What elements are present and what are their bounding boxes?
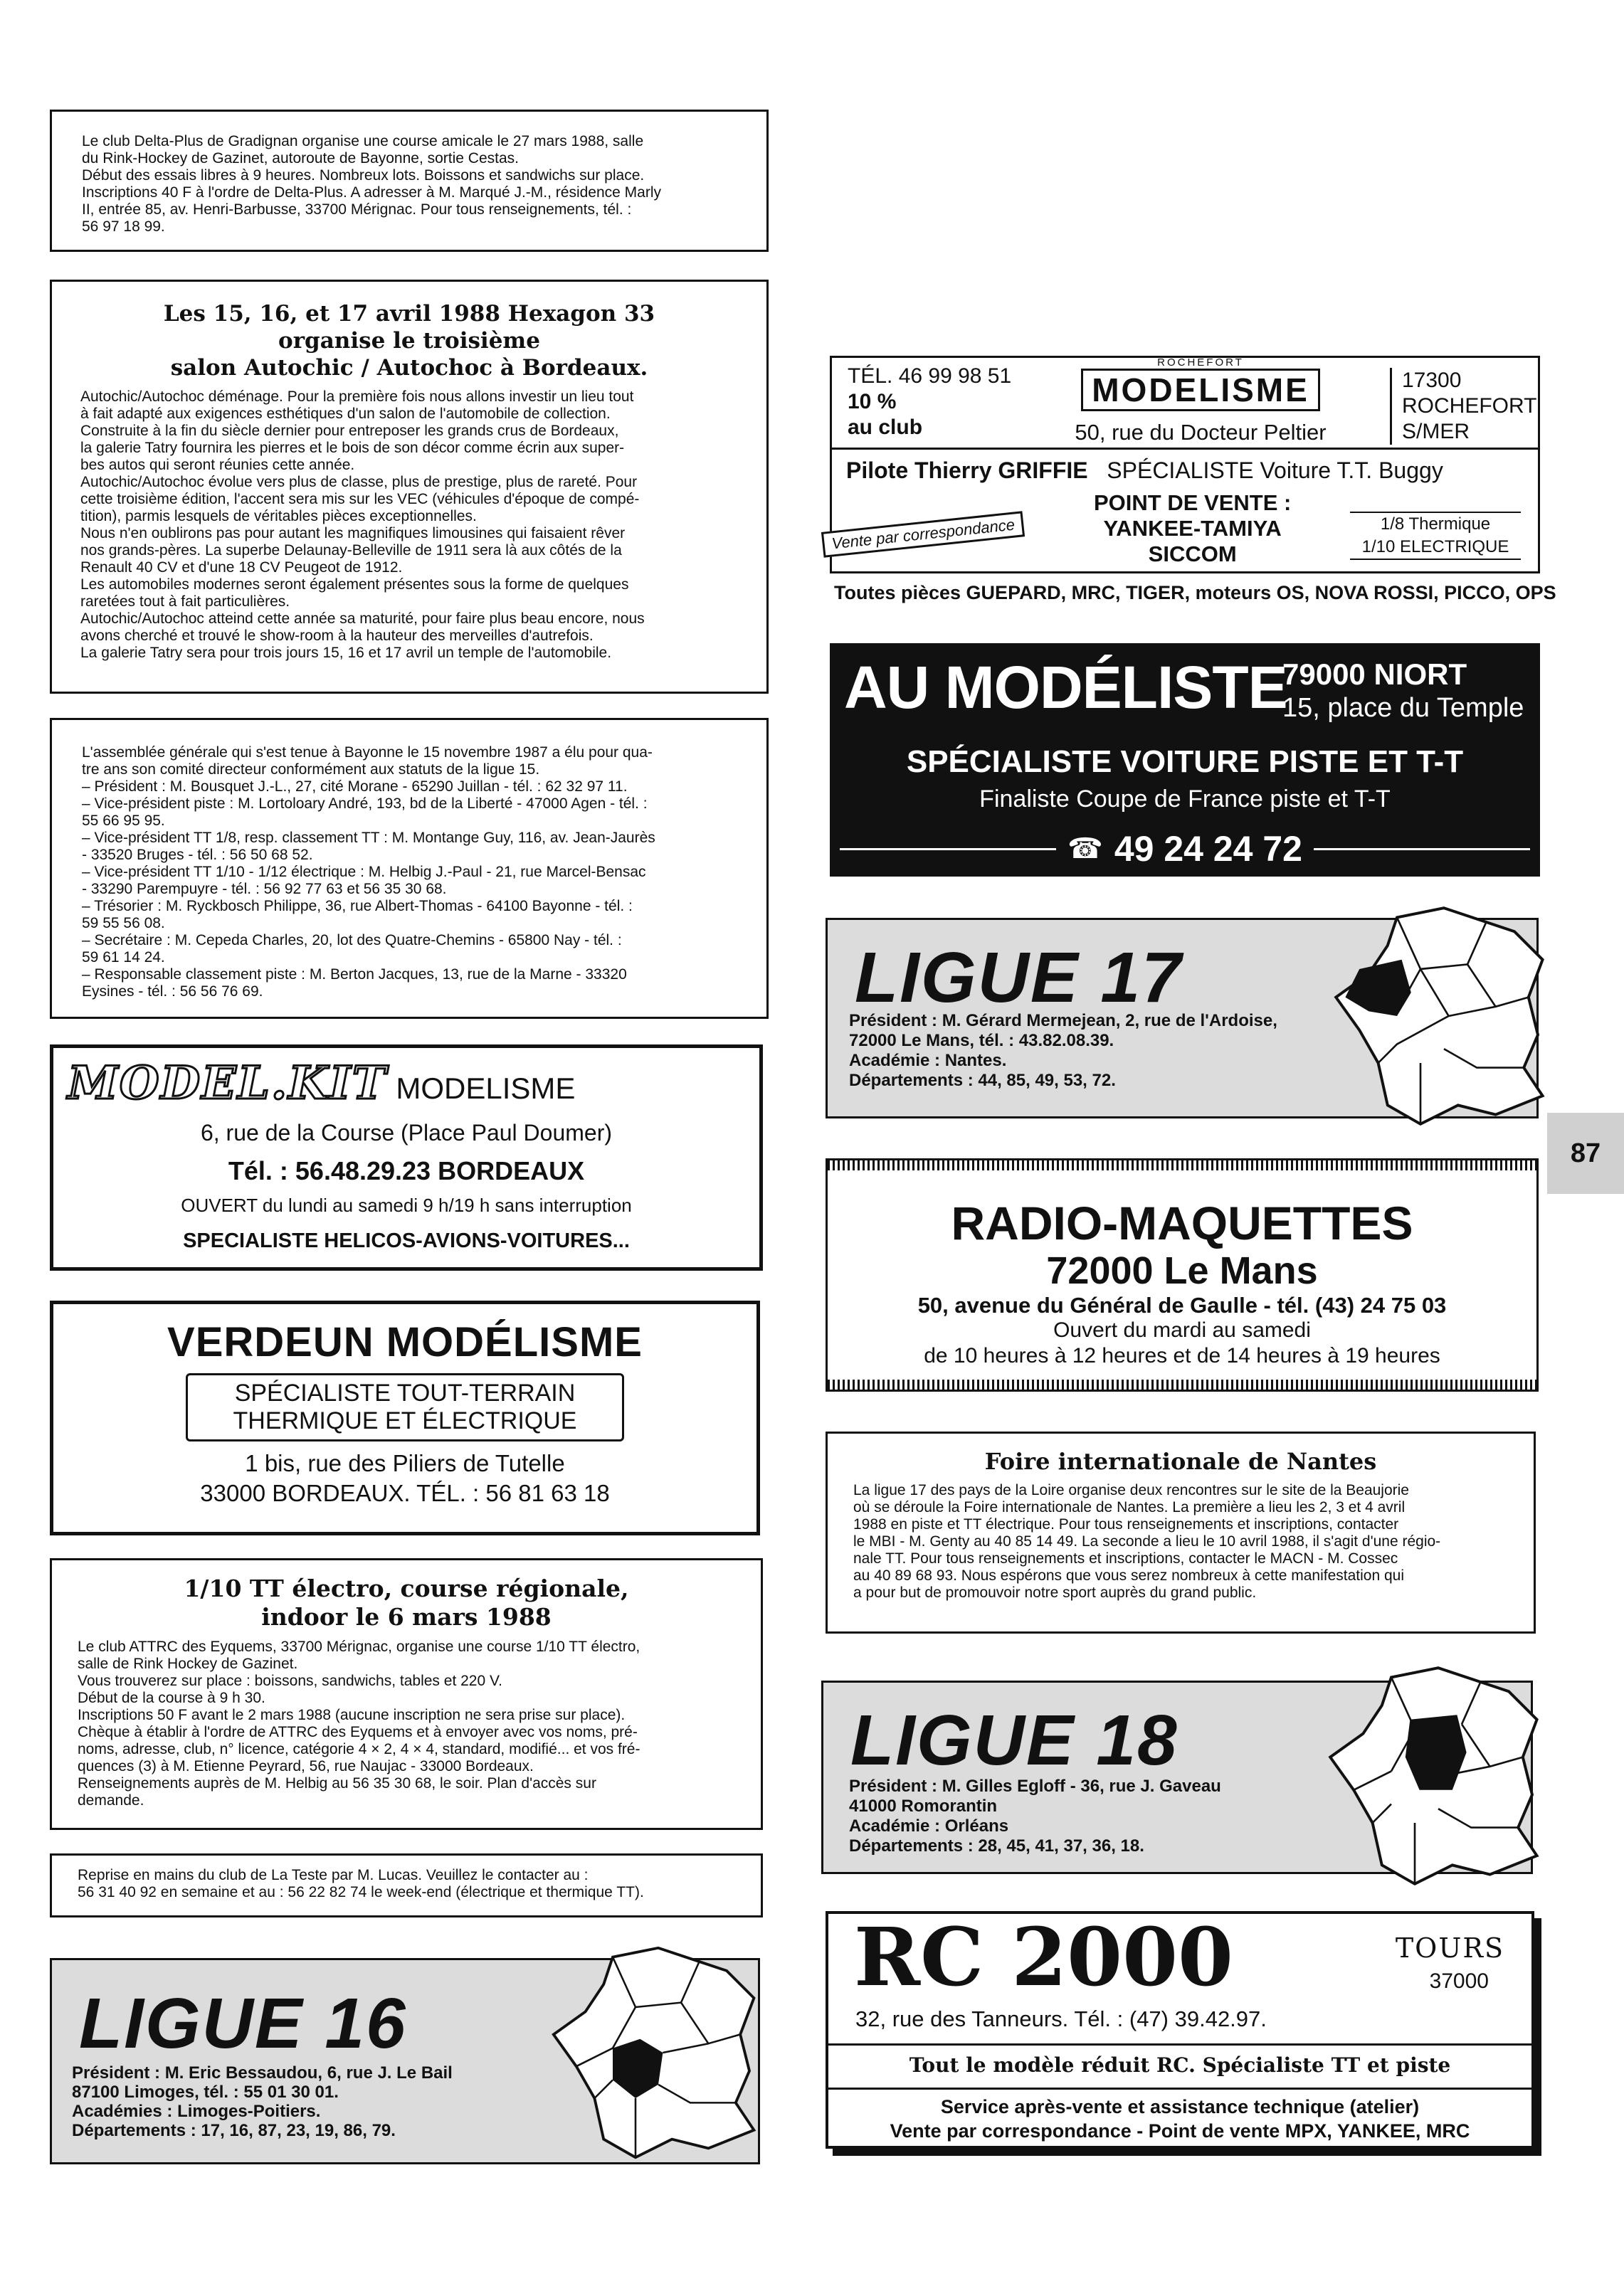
tt-electro-line-9: Renseignements auprès de M. Helbig au 56 35 30 68, le soir. Plan d'accès sur: [78, 1775, 596, 1792]
au-modeliste-phone: 49 24 24 72: [1114, 829, 1302, 869]
rochefort-point-2: YANKEE-TAMIYA: [1103, 516, 1282, 541]
rochefort-brand-top: ROCHEFORT: [1157, 356, 1244, 369]
rochefort-vente-label: Vente par correspondance: [831, 515, 1016, 553]
ligue-18-title: LIGUE 18: [850, 1700, 1179, 1780]
assemblee-line-7: - 33520 Bruges - tél. : 56 50 68 52.: [82, 847, 313, 863]
hexagon-title-line-1: Les 15, 16, et 17 avril 1988 Hexagon 33: [163, 301, 655, 327]
rochefort-modelisme-ad: [830, 356, 1540, 573]
assemblee-line-11: 59 55 56 08.: [82, 915, 165, 931]
verdeun-spec-line-2: THERMIQUE ET ÉLECTRIQUE: [233, 1407, 577, 1434]
model-kit-logo: MODEL.KIT: [68, 1057, 388, 1110]
radio-maquettes-ad: [826, 1158, 1539, 1392]
hexagon-line-9: Nous n'en oublirons pas pour autant les magnifiques limousines qui faisaient rêver: [80, 525, 626, 541]
rochefort-address: 50, rue du Docteur Peltier: [1075, 420, 1327, 445]
hexagon-line-15: avons cherché et trouvé le show-room à la hauteur des merveilles d'autrefois.: [80, 628, 594, 644]
au-modeliste-address: 15, place du Temple: [1282, 693, 1524, 723]
ligue-16-academies: Académies : Limoges-Poitiers.: [72, 2102, 321, 2121]
radio-maquettes-address: 50, avenue du Général de Gaulle - tél. (43) 24 75 03: [917, 1293, 1447, 1318]
la-teste-line-2: 56 31 40 92 en semaine et au : 56 22 82 74 le week-end (électrique et thermique TT).: [78, 1884, 644, 1900]
hexagon-line-16: La galerie Tatry sera pour trois jours 15, 16 et 17 avril un temple de l'automobile.: [80, 645, 612, 661]
assemblee-line-10: – Trésorier : M. Ryckbosch Philippe, 36, rue Albert-Thomas - 64100 Bayonne - tél. :: [82, 898, 633, 914]
tt-electro-line-8: quences (3) à M. Etienne Peyrard, 56, rue Naujac - 33000 Bordeaux.: [78, 1758, 534, 1774]
rochefort-scale-1: 1/8 Thermique: [1380, 514, 1491, 534]
rochefort-specialty: SPÉCIALISTE Voiture T.T. Buggy: [1107, 457, 1443, 483]
radio-maquettes-city: 72000 Le Mans: [1046, 1249, 1318, 1292]
tt-electro-line-5: Inscriptions 50 F avant le 2 mars 1988 (aucune inscription ne sera prise sur place).: [78, 1707, 626, 1723]
club-delta-line-5: II, entrée 85, av. Henri-Barbusse, 33700 Mérignac. Pour tous renseignements, tél. :: [82, 201, 632, 218]
assemblee-line-14: – Responsable classement piste : M. Berton Jacques, 13, rue de la Marne - 33320: [82, 966, 627, 983]
ligue-17-details: [849, 1011, 1277, 1091]
tt-electro-line-10: demande.: [78, 1792, 144, 1809]
hexagon-line-6: Autochic/Autochoc évolue vers plus de classe, plus de prestige, plus de rareté. Pour: [80, 474, 638, 490]
hexagon-line-1: Autochic/Autochoc déménage. Pour la première fois nous allons investir un lieu tout: [80, 388, 634, 405]
rochefort-pilot-name: Pilote Thierry GRIFFIE: [846, 457, 1088, 483]
model-kit-ad: [50, 1044, 763, 1271]
ligue-18-president: Président : M. Gilles Egloff - 36, rue J. Gaveau: [849, 1777, 1221, 1796]
rochefort-discount-2: au club: [848, 416, 923, 439]
foire-line-3: 1988 en piste et TT électrique. Pour tous renseignements et inscriptions, contacter: [853, 1516, 1399, 1533]
assemblee-line-8: – Vice-président TT 1/10 - 1/12 électrique : M. Helbig J.-Paul - 21, rue Marcel-Bensac: [82, 864, 646, 880]
assemblee-line-9: - 33290 Parempuyre - tél. : 56 92 77 63 et 56 35 30 68.: [82, 881, 447, 897]
rochefort-discount-1: 10 %: [848, 390, 897, 413]
page-number-tab: [1547, 1113, 1624, 1194]
tt-electro-line-6: Chèque à établir à l'ordre de ATTRC des Eyquems et à envoyer avec vos noms, pré-: [78, 1724, 638, 1740]
tt-electro-line-2: salle de Rink Hockey de Gazinet.: [78, 1656, 298, 1672]
hexagon-line-3: Construite à la fin du siècle dernier pour entreposer les grands crus de Bordeaux,: [80, 423, 619, 439]
la-teste-notice: [50, 1853, 763, 1917]
model-kit-specialty: SPECIALISTE HELICOS-AVIONS-VOITURES...: [183, 1229, 630, 1252]
club-delta-line-1: Le club Delta-Plus de Gradignan organise une course amicale le 27 mars 1988, salle: [82, 133, 644, 149]
club-delta-line-6: 56 97 18 99.: [82, 218, 165, 235]
rochefort-brand: MODELISME: [1081, 369, 1320, 411]
ligue-17-address: 72000 Le Mans, tél. : 43.82.08.39.: [849, 1031, 1114, 1050]
assemblee-line-12: – Secrétaire : M. Cepeda Charles, 20, lot des Quatre-Chemins - 65800 Nay - tél. :: [82, 932, 622, 948]
foire-line-1: La ligue 17 des pays de la Loire organise deux rencontres sur le site de la Beaujorie: [853, 1482, 1409, 1498]
rochefort-point-vente: [1094, 490, 1291, 567]
au-modeliste-ad: [830, 643, 1540, 877]
france-map-ligue-16: [537, 1939, 779, 2167]
au-modeliste-finaliste: Finaliste Coupe de France piste et T-T: [979, 785, 1391, 813]
hexagon-line-10: nos grands-pères. La superbe Delaunay-Belleville de 1911 sera là aux côtés de la: [80, 542, 622, 559]
assemblee-notice: [50, 718, 769, 1019]
hexagon-title: [80, 300, 738, 381]
foire-nantes-notice: [826, 1432, 1536, 1634]
foire-line-7: a pour but de promouvoir notre sport auprès du grand public.: [853, 1585, 1257, 1601]
rc2000-address: 32, rue des Tanneurs. Tél. : (47) 39.42.97.: [855, 2006, 1267, 2031]
model-kit-modelisme: MODELISME: [396, 1072, 576, 1105]
ligue-17-president: Président : M. Gérard Mermejean, 2, rue de l'Ardoise,: [849, 1011, 1277, 1030]
rochefort-pieces: Toutes pièces GUEPARD, MRC, TIGER, moteurs OS, NOVA ROSSI, PICCO, OPS: [834, 582, 1556, 603]
verdeun-address-1: 1 bis, rue des Piliers de Tutelle: [245, 1450, 565, 1476]
ligue-17-departements: Départements : 44, 85, 49, 53, 72.: [849, 1071, 1116, 1090]
rochefort-vente-stamp: [821, 511, 1025, 558]
tt-electro-notice: [50, 1558, 763, 1830]
club-delta-line-2: du Rink-Hockey de Gazinet, autoroute de Bayonne, sortie Cestas.: [82, 150, 520, 166]
assemblee-line-6: – Vice-président TT 1/8, resp. classement TT : M. Montange Guy, 116, av. Jean-Jaurès: [82, 830, 655, 846]
tt-electro-title-2: indoor le 6 mars 1988: [261, 1603, 552, 1631]
radio-maquettes-open-2: de 10 heures à 12 heures et de 14 heures à 19 heures: [924, 1344, 1440, 1367]
hexagon-notice: [50, 280, 769, 694]
club-delta-text: [82, 133, 737, 236]
tt-electro-line-3: Vous trouverez sur place : boissons, sandwichs, tables et 220 V.: [78, 1673, 502, 1689]
model-kit-phone: Tél. : 56.48.29.23 BORDEAUX: [228, 1156, 585, 1185]
assemblee-line-2: tre ans son comité directeur conformément aux statuts de la ligue 15.: [82, 761, 540, 778]
ligue-16-president: Président : M. Eric Bessaudou, 6, rue J. Le Bail: [72, 2063, 453, 2083]
ligue-16-ad: [50, 1958, 760, 2164]
foire-line-4: le MBI - M. Genty au 40 85 14 49. La seconde a lieu le 10 avril 1988, il s'agit d'une régio-: [853, 1533, 1441, 1550]
rochefort-city-block: [1390, 368, 1536, 445]
ligue-18-ad: [821, 1681, 1533, 1874]
rochefort-scale-2: 1/10 ELECTRIQUE: [1361, 537, 1509, 556]
ligue-16-title: LIGUE 16: [79, 1984, 407, 2063]
model-kit-hours: OUVERT du lundi au samedi 9 h/19 h sans interruption: [181, 1195, 632, 1216]
foire-line-2: où se déroule la Foire internationale de Nantes. La première a lieu les 2, 3 et 4 avril: [853, 1499, 1406, 1515]
france-map-ligue-18: [1317, 1658, 1559, 1893]
rochefort-city-2: ROCHEFORT: [1402, 394, 1537, 418]
verdeun-ad: [50, 1301, 760, 1535]
hexagon-title-line-3: salon Autochic / Autochoc à Bordeaux.: [170, 355, 648, 381]
france-map-ligue-17: [1323, 899, 1565, 1133]
ligue-18-academie: Académie : Orléans: [849, 1816, 1009, 1836]
hexagon-line-11: Renault 40 CV et d'une 18 CV Peugeot de 1912.: [80, 559, 403, 576]
tt-electro-title-1: 1/10 TT électro, course régionale,: [184, 1575, 629, 1602]
au-modeliste-specialty: SPÉCIALISTE VOITURE PISTE ET T-T: [906, 744, 1464, 779]
hexagon-line-5: bes autos qui seront réunies cette année.: [80, 457, 355, 473]
rochefort-tel-block: [848, 364, 1011, 440]
tt-electro-line-1: Le club ATTRC des Eyquems, 33700 Mérignac, organise une course 1/10 TT électro,: [78, 1639, 640, 1655]
club-delta-line-3: Début des essais libres à 9 heures. Nombreux lots. Boissons et sandwichs sur place.: [82, 167, 645, 184]
rc2000-title: RC 2000: [854, 1911, 1233, 2004]
hexagon-body: [80, 388, 738, 662]
verdeun-spec-line-1: SPÉCIALISTE TOUT-TERRAIN: [234, 1380, 576, 1407]
ligue-17-ad: [826, 918, 1539, 1118]
assemblee-line-15: Eysines - tél. : 56 56 76 69.: [82, 983, 263, 1000]
verdeun-address-2: 33000 BORDEAUX. TÉL. : 56 81 63 18: [200, 1480, 610, 1506]
au-modeliste-title: AU MODÉLISTE: [844, 654, 1287, 721]
au-modeliste-phone-row: [840, 828, 1530, 869]
radio-maquettes-title: RADIO-MAQUETTES: [951, 1197, 1413, 1249]
hexagon-line-13: raretées tout à fait particulières.: [80, 593, 290, 610]
page-number: 87: [1570, 1138, 1601, 1168]
assemblee-line-13: 59 61 14 24.: [82, 949, 165, 966]
hexagon-line-8: tition), parmis lesquels de véritables pièces exceptionnelles.: [80, 508, 477, 524]
rochefort-point-3: SICCOM: [1148, 541, 1237, 566]
foire-title: Foire internationale de Nantes: [984, 1448, 1377, 1475]
rochefort-city-3: S/MER: [1402, 420, 1470, 443]
tt-electro-body: [78, 1639, 735, 1809]
rc2000-city: TOURS: [1395, 1932, 1504, 1964]
hexagon-title-line-2: organise le troisième: [278, 328, 540, 354]
hexagon-line-4: la galerie Tatry fournira les pierres et le bois de son décor comme écrin aux super-: [80, 440, 625, 456]
rc2000-line-2: Service après-vente et assistance technique (atelier): [940, 2096, 1420, 2117]
club-delta-notice: [50, 110, 769, 252]
ligue-16-address: 87100 Limoges, tél. : 55 01 30 01.: [72, 2083, 339, 2102]
rochefort-scales: [1350, 512, 1521, 560]
rc2000-zip: 37000: [1429, 1969, 1489, 1993]
phone-icon: ☎: [1067, 833, 1103, 864]
rc2000-line-1: Tout le modèle réduit RC. Spécialiste TT et piste: [909, 2053, 1451, 2077]
tt-electro-line-7: noms, adresse, club, n° licence, catégorie 4 × 2, 4 × 4, standard, modifié... et vos fré-: [78, 1741, 640, 1757]
foire-body: [853, 1482, 1508, 1602]
ligue-17-title: LIGUE 17: [855, 938, 1183, 1017]
radio-maquettes-stripe-bottom: [828, 1380, 1536, 1390]
la-teste-line-1: Reprise en mains du club de La Teste par M. Lucas. Veuillez le contacter au :: [78, 1867, 589, 1883]
model-kit-address: 6, rue de la Course (Place Paul Doumer): [200, 1120, 613, 1146]
rc2000-ad: [826, 1911, 1534, 2149]
rochefort-city-1: 17300: [1402, 369, 1462, 392]
assemblee-line-3: – Président : M. Bousquet J.-L., 27, cité Morane - 65290 Juillan - tél. : 62 32 97 11.: [82, 778, 628, 795]
radio-maquettes-stripe-top: [828, 1160, 1536, 1170]
foire-line-6: au 40 89 68 93. Nous espérons que vous serez nombreux à cette manifestation qui: [853, 1567, 1404, 1584]
rochefort-point-1: POINT DE VENTE :: [1094, 490, 1292, 515]
assemblee-line-1: L'assemblée générale qui s'est tenue à Bayonne le 15 novembre 1987 a élu pour qua-: [82, 744, 653, 761]
assemblee-line-5: 55 66 95 95.: [82, 813, 165, 829]
ligue-16-departements: Départements : 17, 16, 87, 23, 19, 86, 79.: [72, 2121, 396, 2140]
rochefort-tel: TÉL. 46 99 98 51: [848, 364, 1012, 388]
hexagon-line-2: à fait adapté aux exigences esthétiques d'un salon de l'automobile de collection.: [80, 406, 611, 422]
verdeun-specialty-box: [186, 1373, 624, 1441]
assemblee-body: [82, 744, 737, 1000]
hexagon-line-14: Autochic/Autochoc atteind cette année sa maturité, pour faire plus beau encore, nous: [80, 610, 645, 627]
foire-line-5: nale TT. Pour tous renseignements et inscriptions, contacter le MACN - M. Cossec: [853, 1550, 1398, 1567]
ligue-18-details: [849, 1777, 1221, 1856]
tt-electro-line-4: Début de la course à 9 h 30.: [78, 1690, 265, 1706]
radio-maquettes-open-1: Ouvert du mardi au samedi: [1053, 1318, 1311, 1342]
hexagon-line-7: cette troisième édition, l'accent sera mis sur les VEC (véhicules d'époque de compé-: [80, 491, 640, 507]
au-modeliste-city: 79000 NIORT: [1282, 657, 1467, 691]
club-delta-line-4: Inscriptions 40 F à l'ordre de Delta-Plus. A adresser à M. Marqué J.-M., résidence Marly: [82, 184, 661, 201]
ligue-16-details: [72, 2063, 453, 2140]
assemblee-line-4: – Vice-président piste : M. Lortoloary André, 193, bd de la Liberté - 47000 Agen - tél. :: [82, 795, 648, 812]
rc2000-line-3: Vente par correspondance - Point de vente MPX, YANKEE, MRC: [890, 2120, 1470, 2142]
ligue-18-address: 41000 Romorantin: [849, 1797, 998, 1816]
hexagon-line-12: Les automobiles modernes seront également présentes sous la forme de quelques: [80, 576, 629, 593]
rochefort-pilot: [846, 457, 1443, 484]
rochefort-logo: [1051, 356, 1350, 445]
ligue-17-academie: Académie : Nantes.: [849, 1051, 1007, 1070]
verdeun-title: VERDEUN MODÉLISME: [167, 1319, 643, 1365]
ligue-18-departements: Départements : 28, 45, 41, 37, 36, 18.: [849, 1836, 1144, 1856]
